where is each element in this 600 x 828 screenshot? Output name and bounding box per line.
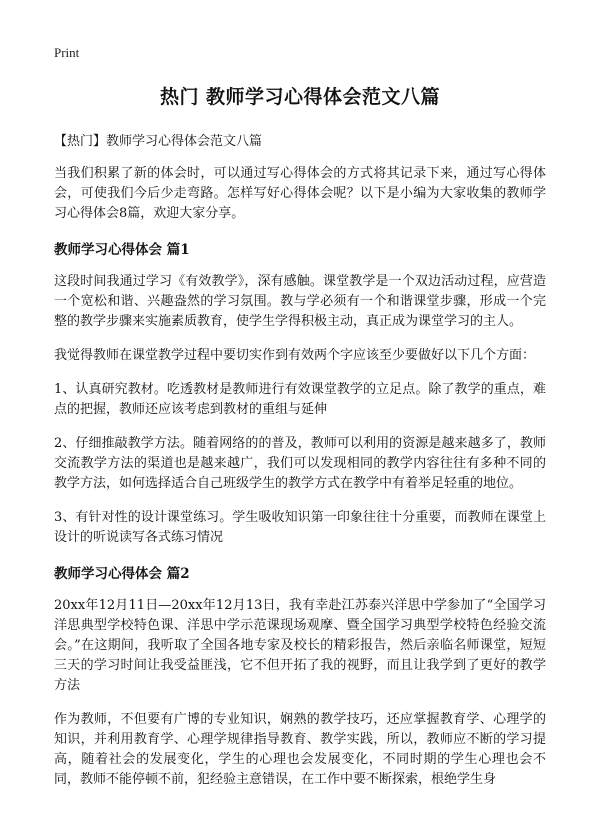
section-1-paragraph-2: 我觉得教师在课堂教学过程中要切实作到有效两个字应该至少要做好以下几个方面： — [54, 348, 536, 363]
section-heading-1: 教师学习心得体会 篇1 — [54, 242, 190, 258]
section-1-paragraph-1: 这段时间我通过学习《有效教学》，深有感触。课堂教学是一个双边活动过程，应营造一个宽松和谐、兴趣盎然的学习氛围。教与学必须有一个和谐课堂步骤，形成一个完整的教学步骤来实施素质教育，使学生学得积极主动，真正成为课堂学习的主人。 — [54, 274, 546, 329]
intro-paragraph: 当我们积累了新的体会时，可以通过写心得体会的方式将其记录下来，通过写心得体会，可使我们今后少走弯路。怎样写好心得体会呢？以下是小编为大家收集的教师学习心得体会8篇，欢迎大家分享。 — [54, 166, 546, 221]
section-2-paragraph-2: 作为教师，不但要有广博的专业知识，娴熟的教学技巧，还应掌握教育学、心理学的知识，并利用教育学、心理学规律指导教育、教学实践，所以，教师应不断的学习提高，随着社会的发展变化，学生的心理也会发展变化，不同时期的学生心理也会不同，教师不能停顿不前，犯经验主意错误，在工作中要不断探索，根绝学生身 — [54, 712, 546, 787]
section-2-paragraph-1: 20xx年12月11日—20xx年12月13日，我有幸赴江苏泰兴洋思中学参加了“全国学习洋思典型学校特色课、洋思中学示范课现场观摩、暨全国学习典型学校特色经验交流会。”在这期间，我听取了全国各地专家及校长的精彩报告，然后亲临名师课堂，短短三天的学习时间让我受益匪浅，它不但开拓了我的视野，而且让我学到了更好的教学方法 — [54, 598, 546, 693]
document-title: 热门 教师学习心得体会范文八篇 — [159, 86, 441, 108]
section-1-paragraph-3: 1、认真研究教材。吃透教材是教师进行有效课堂教学的立足点。除了教学的重点，难点的把握，教师还应该考虑到教材的重组与延伸 — [54, 382, 546, 417]
document-subtitle: 【热门】教师学习心得体会范文八篇 — [54, 134, 263, 149]
print-link[interactable]: Print — [54, 45, 80, 60]
section-heading-2: 教师学习心得体会 篇2 — [54, 566, 190, 582]
section-1-paragraph-5: 3、有针对性的设计课堂练习。学生吸收知识第一印象往往十分重要，而教师在课堂上设计的听说读写各式练习情况 — [54, 510, 546, 545]
section-1-paragraph-4: 2、仔细推敲教学方法。随着网络的的普及，教师可以利用的资源是越来越多了，教师交流教学方法的渠道也是越来越广，我们可以发现相同的教学内容往往有多种不同的教学方法，如何选择适合自己班级学生的教学方式在教学中有着举足轻重的地位。 — [54, 436, 546, 491]
